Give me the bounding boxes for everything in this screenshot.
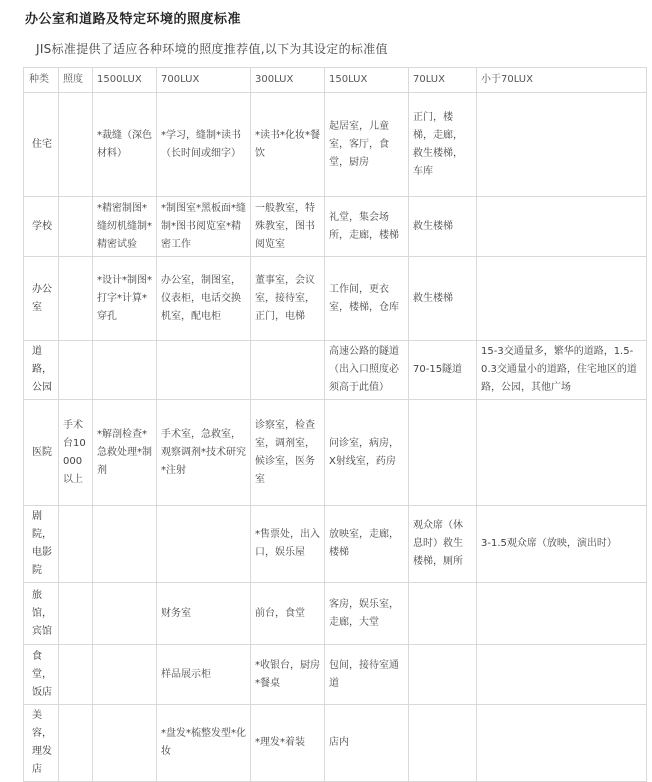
table-cell: 手术台10000以上 [59,400,93,506]
table-row [24,645,647,705]
table-cell: *盘发*梳整发型*化妆 [157,705,251,782]
table-cell: 放映室，走廊，楼梯 [325,506,409,583]
table-row [24,341,647,400]
table-cell [59,197,93,257]
table-cell [59,257,93,341]
table-cell [477,645,647,705]
table-cell: 3-1.5观众席（放映，演出时） [477,506,647,583]
table-row [24,93,647,197]
table-row [24,583,647,645]
table-cell: 手术室，急救室，观察调剂*技术研究*注射 [157,400,251,506]
header-category: 种类 [24,68,59,93]
table-cell [59,705,93,782]
table-cell: 办公室，制图室，仪表柜，电话交换机室，配电柜 [157,257,251,341]
table-cell [93,341,157,400]
table-cell [409,705,477,782]
table-cell: 财务室 [157,583,251,645]
table-cell [59,645,93,705]
table-cell: 救生楼梯 [409,257,477,341]
row-category: 美容，理发店 [24,705,59,782]
table-cell [59,583,93,645]
header-700lux: 700LUX [157,68,251,93]
table-cell: 诊察室，检查室，调剂室，候诊室，医务室 [251,400,325,506]
header-150lux: 150LUX [325,68,409,93]
table-cell: *收银台，厨房*餐桌 [251,645,325,705]
table-cell [59,93,93,197]
table-cell: 包间，接待室通道 [325,645,409,705]
table-row [24,705,647,782]
table-cell [93,583,157,645]
header-300lux: 300LUX [251,68,325,93]
table-cell: *精密制图*缝纫机缝制*精密试验 [93,197,157,257]
table-cell: *制图室*黑板面*缝制*图书阅览室*精密工作 [157,197,251,257]
header-below-70lux: 小于70LUX [477,68,647,93]
table-cell: *设计*制图*打字*计算*穿孔 [93,257,157,341]
table-cell [477,257,647,341]
table-cell [477,705,647,782]
table-cell: 礼堂，集会场所，走廊，楼梯 [325,197,409,257]
table-cell: 观众席（休息时）救生楼梯，厕所 [409,506,477,583]
table-cell: 店内 [325,705,409,782]
illuminance-table [23,67,647,782]
table-cell [477,583,647,645]
table-cell [59,341,93,400]
table-cell: 高速公路的隧道（出入口照度必须高于此值） [325,341,409,400]
table-cell: 工作间，更衣室，楼梯，仓库 [325,257,409,341]
table-cell: *理发*着装 [251,705,325,782]
table-cell: *解剖检查*急救处理*制剂 [93,400,157,506]
header-illuminance: 照度 [59,68,93,93]
table-cell [157,506,251,583]
page-title: 办公室和道路及特定环境的照度标准 [25,12,242,27]
row-category: 医院 [24,400,59,506]
header-1500lux: 1500LUX [93,68,157,93]
table-cell [93,645,157,705]
table-cell [409,645,477,705]
row-category: 食堂，饭店 [24,645,59,705]
table-cell [477,93,647,197]
table-cell: 样品展示柜 [157,645,251,705]
table-row [24,197,647,257]
table-cell: 客房，娱乐室，走廊，大堂 [325,583,409,645]
table-cell: 救生楼梯 [409,197,477,257]
table-row [24,506,647,583]
table-cell: 正门，楼梯，走廊，救生楼梯，车库 [409,93,477,197]
table-cell [477,197,647,257]
table-cell [93,705,157,782]
table-cell: 问诊室，病房，X射线室，药房 [325,400,409,506]
table-cell: *售票处，出入口，娱乐屋 [251,506,325,583]
table-row [24,257,647,341]
table-cell: 董事室，会议室，接待室，正门，电梯 [251,257,325,341]
table-cell [409,400,477,506]
table-cell: 一般教室，特殊教室，图书阅览室 [251,197,325,257]
table-cell: 15-3交通量多，繁华的道路，1.5-0.3交通量小的道路，住宅地区的道路，公园，其他广场 [477,341,647,400]
table-cell [93,506,157,583]
row-category: 住宅 [24,93,59,197]
table-cell [59,506,93,583]
table-cell: *裁缝（深色材料） [93,93,157,197]
intro-text: JIS标准提供了适应各种环境的照度推荐值,以下为其设定的标准值 [36,42,388,56]
table-cell: 70-15隧道 [409,341,477,400]
table-cell: 前台，食堂 [251,583,325,645]
table-cell [409,583,477,645]
table-cell [477,400,647,506]
row-category: 剧院，电影院 [24,506,59,583]
row-category: 旅馆，宾馆 [24,583,59,645]
table-header-row [24,68,647,93]
table-cell: *学习，缝制*读书（长时间或细字） [157,93,251,197]
table-cell [251,341,325,400]
row-category: 道路，公园 [24,341,59,400]
table-row [24,400,647,506]
table-cell [157,341,251,400]
header-70lux: 70LUX [409,68,477,93]
row-category: 办公室 [24,257,59,341]
row-category: 学校 [24,197,59,257]
table-cell: *读书*化妆*餐饮 [251,93,325,197]
table-cell: 起居室，儿童室，客厅，食堂，厨房 [325,93,409,197]
